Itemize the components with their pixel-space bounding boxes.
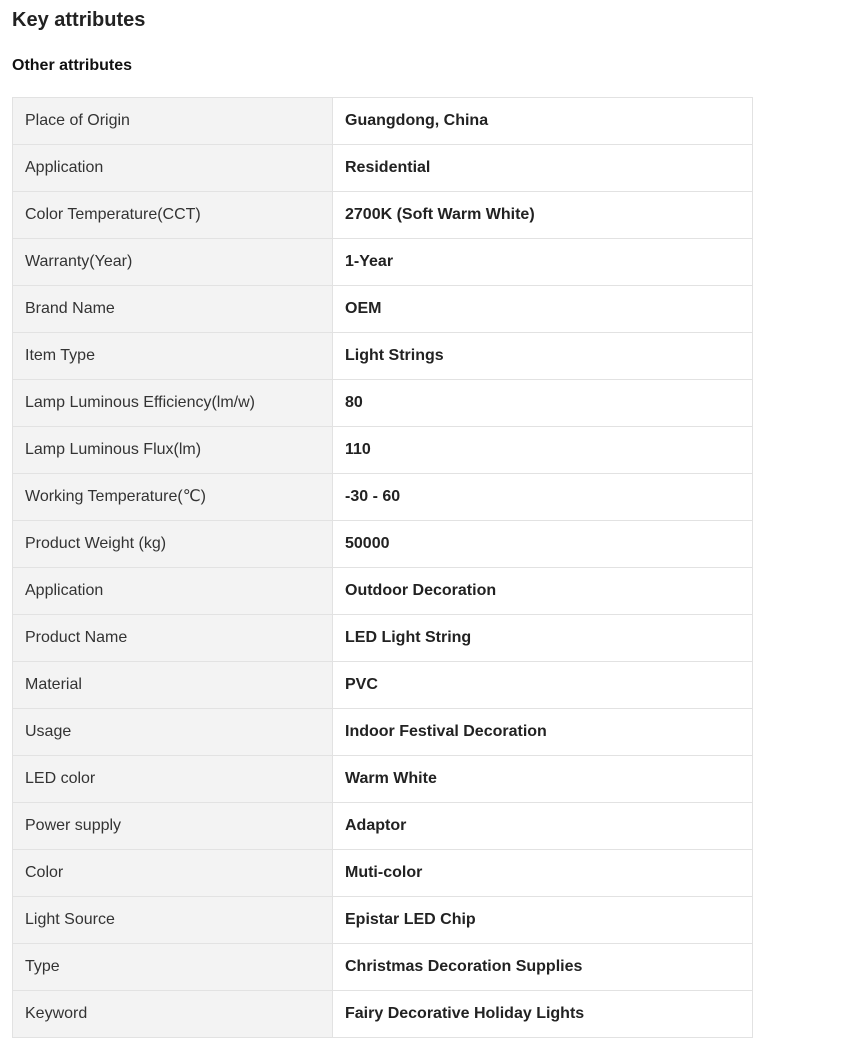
attribute-name: Light Source	[13, 897, 333, 944]
attribute-row	[13, 239, 753, 286]
attribute-value: Guangdong, China	[333, 98, 753, 145]
attribute-name: Brand Name	[13, 286, 333, 333]
attribute-value: Epistar LED Chip	[333, 897, 753, 944]
attributes-table-body	[13, 98, 753, 1038]
attribute-value: LED Light String	[333, 615, 753, 662]
attribute-value: 2700K (Soft Warm White)	[333, 192, 753, 239]
attribute-row	[13, 145, 753, 192]
attribute-name: Product Name	[13, 615, 333, 662]
attributes-table	[12, 97, 753, 1038]
attribute-name: Lamp Luminous Efficiency(lm/w)	[13, 380, 333, 427]
attribute-name: Warranty(Year)	[13, 239, 333, 286]
attribute-row	[13, 897, 753, 944]
attribute-value: 1-Year	[333, 239, 753, 286]
attribute-value: -30 - 60	[333, 474, 753, 521]
attribute-row	[13, 615, 753, 662]
attribute-row	[13, 192, 753, 239]
attribute-name: Material	[13, 662, 333, 709]
attribute-row	[13, 944, 753, 991]
attribute-name: Lamp Luminous Flux(lm)	[13, 427, 333, 474]
attribute-row	[13, 756, 753, 803]
attribute-value: 110	[333, 427, 753, 474]
attribute-name: Application	[13, 145, 333, 192]
attribute-value: OEM	[333, 286, 753, 333]
attribute-row	[13, 991, 753, 1038]
attribute-value: PVC	[333, 662, 753, 709]
attribute-name: Color Temperature(CCT)	[13, 192, 333, 239]
attribute-value: 50000	[333, 521, 753, 568]
attribute-name: Color	[13, 850, 333, 897]
attribute-name: Keyword	[13, 991, 333, 1038]
attribute-name: Power supply	[13, 803, 333, 850]
section-title: Key attributes	[12, 9, 146, 31]
attribute-row	[13, 521, 753, 568]
attribute-row	[13, 333, 753, 380]
attribute-name: Place of Origin	[13, 98, 333, 145]
attribute-name: Working Temperature(℃)	[13, 474, 333, 521]
attribute-name: Usage	[13, 709, 333, 756]
attribute-name: Application	[13, 568, 333, 615]
subsection-title: Other attributes	[12, 57, 133, 74]
attribute-row	[13, 850, 753, 897]
attribute-value: Warm White	[333, 756, 753, 803]
attribute-value: Light Strings	[333, 333, 753, 380]
attribute-row	[13, 662, 753, 709]
attribute-name: Type	[13, 944, 333, 991]
attribute-row	[13, 568, 753, 615]
attribute-name: Item Type	[13, 333, 333, 380]
attribute-value: Outdoor Decoration	[333, 568, 753, 615]
attribute-name: Product Weight (kg)	[13, 521, 333, 568]
attribute-row	[13, 286, 753, 333]
attribute-row	[13, 474, 753, 521]
attribute-name: LED color	[13, 756, 333, 803]
attribute-value: Indoor Festival Decoration	[333, 709, 753, 756]
attribute-value: Christmas Decoration Supplies	[333, 944, 753, 991]
attribute-value: Adaptor	[333, 803, 753, 850]
attribute-value: Fairy Decorative Holiday Lights	[333, 991, 753, 1038]
attribute-row	[13, 380, 753, 427]
attribute-row	[13, 427, 753, 474]
attribute-row	[13, 98, 753, 145]
attribute-value: 80	[333, 380, 753, 427]
attribute-row	[13, 803, 753, 850]
attribute-row	[13, 709, 753, 756]
attribute-value: Residential	[333, 145, 753, 192]
attribute-value: Muti-color	[333, 850, 753, 897]
